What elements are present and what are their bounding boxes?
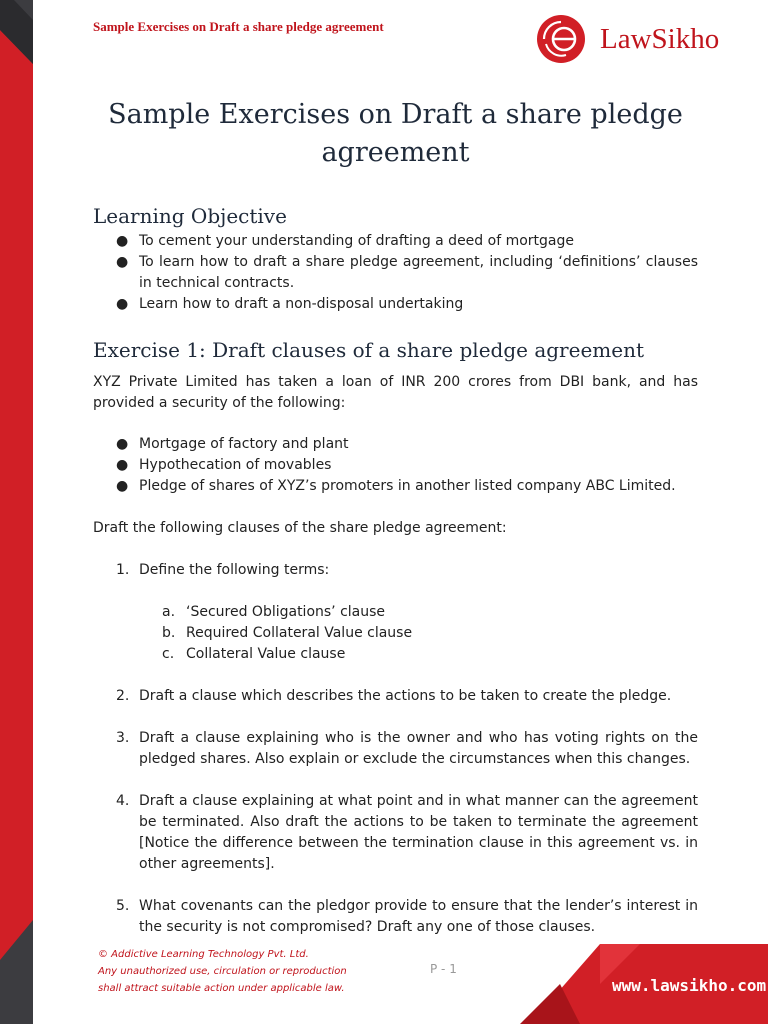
term-text: Collateral Value clause [186, 646, 346, 662]
lawsikho-logo-icon [536, 14, 586, 64]
term-item [139, 644, 698, 665]
bullet-icon: ● [116, 296, 129, 312]
task-item [93, 896, 698, 938]
task-text: Draft a clause explaining who is the owner and who has voting rights on the pledged shares. Also explain or exclude the circumstances when this changes. [139, 730, 698, 767]
task-text: What covenants can the pledgor provide to ensure that the lender’s interest in the security is not compromised? Draft any one of those clauses. [139, 898, 698, 935]
exercise-heading: Exercise 1: Draft clauses of a share pledge agreement [93, 338, 645, 362]
learning-objective-list [93, 231, 698, 315]
task-number: 2. [116, 688, 130, 704]
task-number: 1. [116, 562, 130, 578]
security-list [93, 434, 698, 497]
term-letter: a. [162, 604, 176, 620]
term-item [139, 602, 698, 623]
task-item [93, 686, 698, 707]
document-title: Sample Exercises on Draft a share pledge agreement [108, 99, 683, 168]
task-number: 3. [116, 730, 130, 746]
header-title: Sample Exercises on Draft a share pledge agreement [93, 19, 384, 34]
bullet-icon: ● [116, 457, 129, 473]
list-item-text: Mortgage of factory and plant [139, 436, 349, 452]
task-number: 4. [116, 793, 130, 809]
term-item [139, 623, 698, 644]
bullet-icon: ● [116, 478, 129, 494]
task-item [93, 791, 698, 875]
side-decorative-band [0, 0, 33, 1024]
website-link[interactable]: www.lawsikho.com [612, 976, 767, 995]
list-item [93, 252, 698, 294]
copyright-notice [98, 946, 388, 997]
term-list [139, 602, 698, 665]
list-item-text: Learn how to draft a non-disposal undertaking [139, 296, 464, 312]
list-item-text: Hypothecation of movables [139, 457, 332, 473]
list-item [93, 476, 698, 497]
bullet-icon: ● [116, 436, 129, 452]
bullet-icon: ● [116, 254, 129, 270]
logo-brand-name: LawSikho [600, 22, 720, 55]
task-item [93, 560, 698, 665]
term-text: Required Collateral Value clause [186, 625, 413, 641]
task-list [93, 560, 698, 959]
list-item-text: To cement your understanding of drafting a deed of mortgage [139, 233, 574, 249]
term-letter: c. [162, 646, 175, 662]
copyright-line: © Addictive Learning Technology Pvt. Ltd. [98, 949, 309, 960]
copyright-line: shall attract suitable action under applicable law. [98, 983, 345, 994]
task-text: Define the following terms: [139, 562, 330, 578]
learning-objective-heading: Learning Objective [93, 204, 287, 228]
list-item-text: Pledge of shares of XYZ’s promoters in another listed company ABC Limited. [139, 478, 676, 494]
exercise-instruction: Draft the following clauses of the share pledge agreement: [93, 520, 507, 536]
list-item [93, 455, 698, 476]
task-number: 5. [116, 898, 130, 914]
term-letter: b. [162, 625, 176, 641]
term-text: ‘Secured Obligations’ clause [186, 604, 386, 620]
list-item [93, 231, 698, 252]
bullet-icon: ● [116, 233, 129, 249]
page-number: P - 1 [430, 962, 457, 976]
exercise-intro: XYZ Private Limited has taken a loan of INR 200 crores from DBI bank, and has provided a security of the following: [93, 374, 698, 411]
task-item [93, 728, 698, 770]
list-item [93, 434, 698, 455]
task-text: Draft a clause which describes the actions to be taken to create the pledge. [139, 688, 672, 704]
lawsikho-logo [536, 13, 746, 65]
list-item-text: To learn how to draft a share pledge agreement, including ‘definitions’ clauses in technical contracts. [139, 254, 698, 291]
list-item [93, 294, 698, 315]
copyright-line: Any unauthorized use, circulation or reproduction [98, 966, 347, 977]
task-text: Draft a clause explaining at what point and in what manner can the agreement be terminated. Also draft the actions to be taken to terminate the agreement [Notice the difference between the termination clause in this agreement vs. in other agreements]. [139, 793, 698, 872]
